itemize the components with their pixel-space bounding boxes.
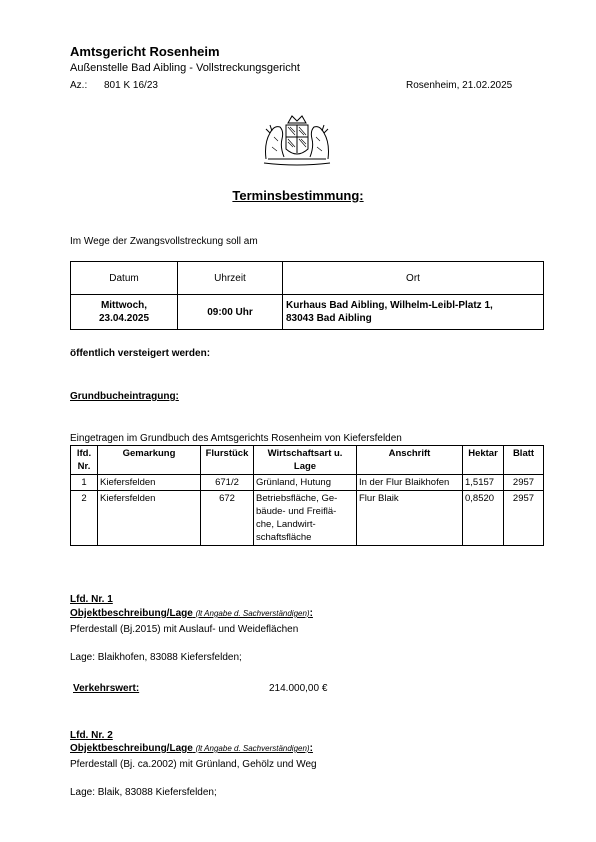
row-anschrift: In der Flur Blaikhofen	[357, 475, 463, 491]
wirtschaftsart-line: bäude- und Freiflä-	[256, 506, 337, 517]
grundbuch-table	[70, 445, 544, 546]
object-2-description: Pferdestall (Bj. ca.2002) mit Grünland, Gehölz und Weg	[70, 759, 317, 770]
row-nr: 2	[71, 491, 98, 546]
court-name: Amtsgericht Rosenheim	[70, 44, 220, 59]
col-nr-label: Nr.	[77, 461, 91, 472]
case-number-label: Az.:	[70, 80, 88, 91]
appointment-place-line-1: Kurhaus Bad Aibling, Wilhelm-Leibl-Platz 1,	[286, 300, 493, 311]
appointment-place-line-2: 83043 Bad Aibling	[286, 313, 372, 324]
place-date: Rosenheim, 21.02.2025	[406, 80, 513, 91]
object-1-location: Lage: Blaikhofen, 83088 Kiefersfelden;	[70, 652, 242, 663]
row-flurstueck: 672	[201, 491, 254, 546]
appointment-date	[71, 295, 178, 330]
appointment-header-row	[71, 262, 544, 295]
object-1-heading	[70, 608, 313, 619]
object-2-heading-colon: :	[309, 743, 313, 754]
col-blatt: Blatt	[504, 446, 544, 475]
object-1-description: Pferdestall (Bj.2015) mit Auslauf- und Weideflächen	[70, 624, 299, 635]
table-row	[71, 475, 544, 491]
appointment-value-row	[71, 295, 544, 330]
grundbuch-header-row	[71, 446, 544, 475]
row-hektar: 0,8520	[463, 491, 504, 546]
appointment-place	[283, 295, 544, 330]
object-1-value-label: Verkehrswert:	[73, 683, 140, 694]
col-wirtschaftsart-label-1: Wirtschaftsart u.	[267, 448, 343, 459]
row-gemarkung: Kiefersfelden	[98, 475, 201, 491]
row-blatt: 2957	[504, 475, 544, 491]
court-department: Außenstelle Bad Aibling - Vollstreckungsgericht	[70, 62, 300, 74]
object-2-number: Lfd. Nr. 2	[70, 730, 113, 741]
grundbuch-intro: Eingetragen im Grundbuch des Amtsgerichts Rosenheim von Kiefersfelden	[70, 433, 402, 444]
header-date: Datum	[71, 262, 178, 295]
header-time: Uhrzeit	[178, 262, 283, 295]
object-2-heading	[70, 743, 313, 754]
wirtschaftsart-line: che, Landwirt-	[256, 519, 316, 530]
appointment-table	[70, 261, 544, 330]
object-2-heading-note: (lt Angabe d. Sachverständigen)	[195, 744, 310, 753]
row-wirtschaftsart	[254, 491, 357, 546]
row-anschrift: Flur Blaik	[357, 491, 463, 546]
col-wirtschaftsart-label-2: Lage	[293, 461, 317, 472]
object-2-location: Lage: Blaik, 83088 Kiefersfelden;	[70, 787, 217, 798]
col-lfd-nr	[71, 446, 98, 475]
col-flurstueck: Flurstück	[201, 446, 254, 475]
row-wirtschaftsart: Grünland, Hutung	[254, 475, 357, 491]
header-place: Ort	[283, 262, 544, 295]
col-hektar: Hektar	[463, 446, 504, 475]
case-number-value: 801 K 16/23	[104, 80, 158, 91]
row-blatt: 2957	[504, 491, 544, 546]
row-nr: 1	[71, 475, 98, 491]
row-hektar: 1,5157	[463, 475, 504, 491]
wirtschaftsart-line: Betriebsfläche, Ge-	[256, 493, 338, 504]
object-1-heading-note: (lt Angabe d. Sachverständigen)	[195, 609, 310, 618]
object-2-heading-text: Objektbeschreibung/Lage	[70, 743, 193, 754]
appointment-date-value: 23.04.2025	[98, 313, 150, 324]
row-flurstueck: 671/2	[201, 475, 254, 491]
grundbuch-heading: Grundbucheintragung:	[70, 391, 179, 402]
document-title: Terminsbestimmung:	[232, 188, 364, 203]
col-lfd-label: lfd.	[76, 448, 92, 459]
appointment-time: 09:00 Uhr	[178, 295, 283, 330]
col-wirtschaftsart	[254, 446, 357, 475]
bavarian-coat-of-arms-icon	[262, 113, 332, 168]
object-1-heading-colon: :	[309, 608, 313, 619]
col-anschrift: Anschrift	[357, 446, 463, 475]
object-1-value: 214.000,00 €	[269, 683, 328, 694]
intro-text: Im Wege der Zwangsvollstreckung soll am	[70, 236, 258, 247]
object-1-heading-text: Objektbeschreibung/Lage	[70, 608, 193, 619]
row-gemarkung: Kiefersfelden	[98, 491, 201, 546]
appointment-weekday: Mittwoch,	[100, 300, 148, 311]
wirtschaftsart-line: schaftsfläche	[256, 532, 312, 543]
case-number	[70, 80, 158, 91]
auction-statement: öffentlich versteigert werden:	[70, 348, 211, 359]
col-gemarkung: Gemarkung	[98, 446, 201, 475]
object-1-number: Lfd. Nr. 1	[70, 594, 113, 605]
table-row	[71, 491, 544, 546]
